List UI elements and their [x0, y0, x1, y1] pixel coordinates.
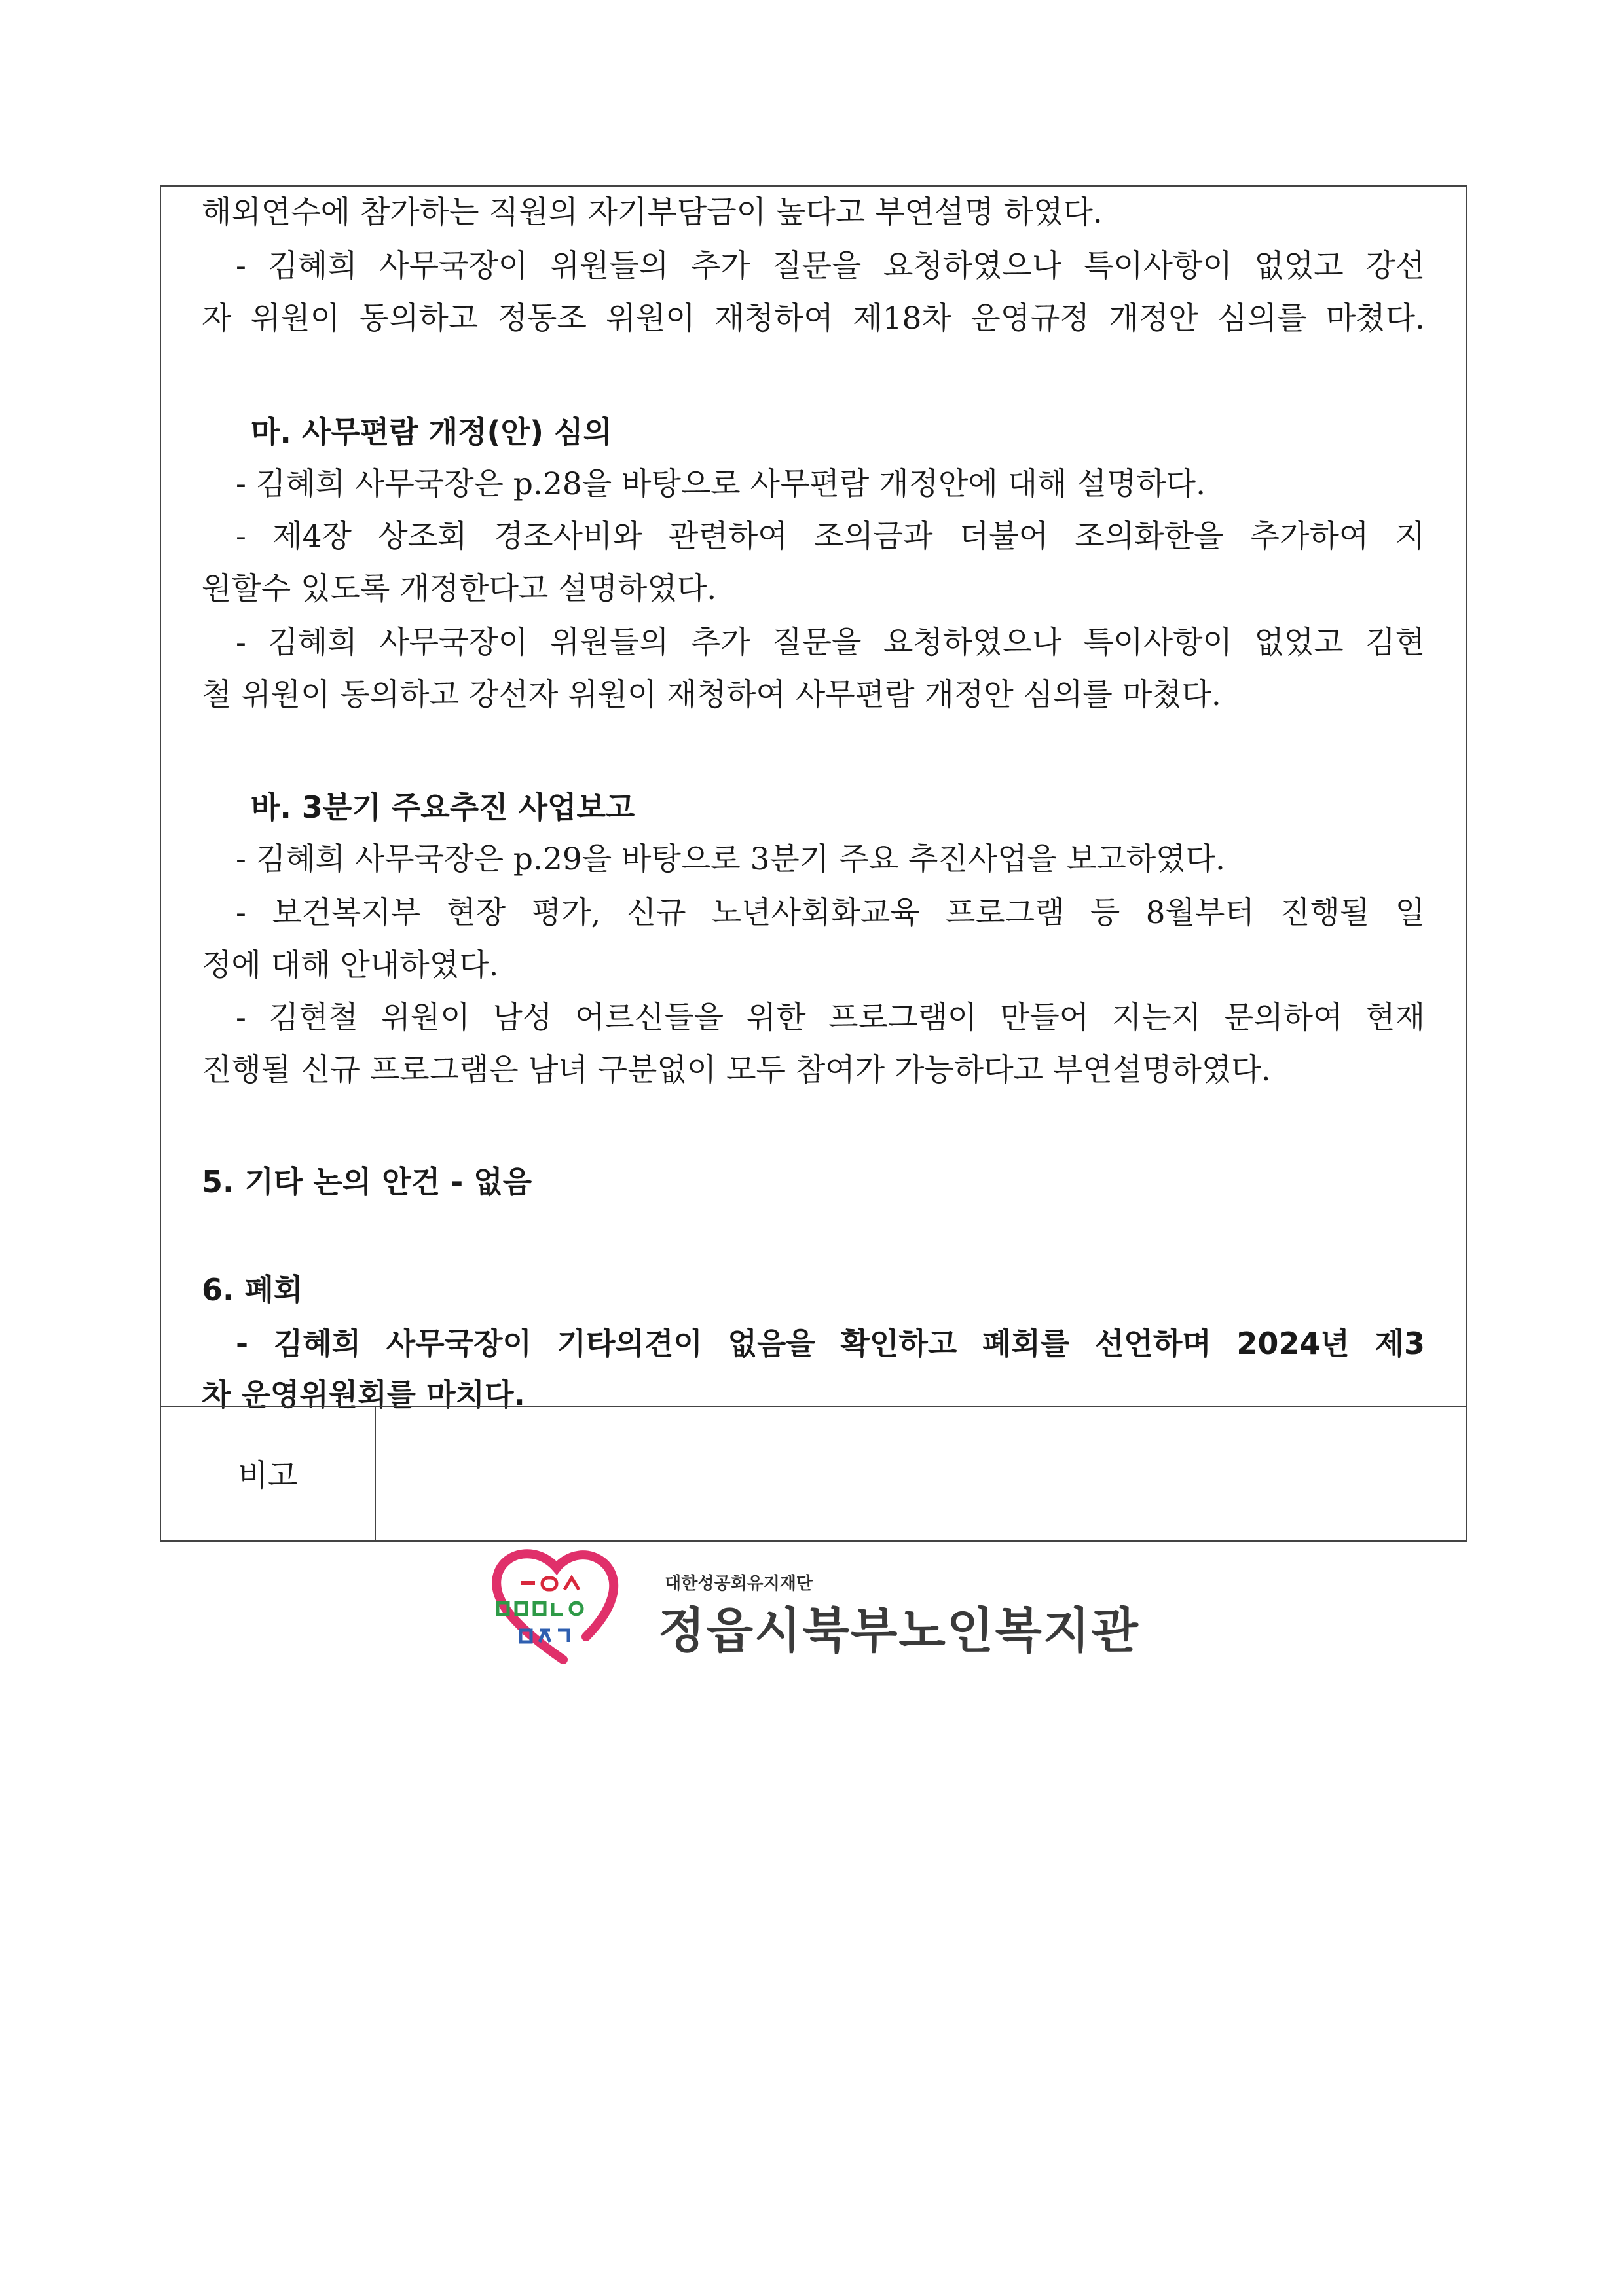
org-name: 정읍시북부노인복지관	[658, 1603, 1139, 1659]
content-line: - 김혜희 사무국장이 기타의견이 없음을 확인하고 폐회를 선언하며 2024년 제3	[236, 1326, 1425, 1361]
content-line: 5. 기타 논의 안건 - 없음	[202, 1164, 532, 1199]
content-line: - 김혜희 사무국장이 위원들의 추가 질문을 요청하였으나 특이사항이 없었고 강선	[236, 248, 1425, 284]
content-line: - 김혜희 사무국장이 위원들의 추가 질문을 요청하였으나 특이사항이 없었고 김현	[236, 625, 1425, 661]
heart-logo-icon	[485, 1545, 642, 1676]
content-line: 진행될 신규 프로그램은 남녀 구분없이 모두 참여가 가능하다고 부연설명하였다.	[202, 1052, 1271, 1088]
content-line: 정에 대해 안내하였다.	[202, 947, 499, 983]
content-line: 해외연수에 참가하는 직원의 자기부담금이 높다고 부연설명 하였다.	[202, 194, 1103, 230]
content-line: - 김혜희 사무국장은 p.28을 바탕으로 사무편람 개정안에 대해 설명하다.	[236, 466, 1206, 502]
minutes-table	[160, 185, 1467, 1542]
content-line: - 보건복지부 현장 평가, 신규 노년사회화교육 프로그램 등 8월부터 진행될 일	[236, 895, 1425, 931]
content-line: 6. 폐회	[202, 1272, 303, 1307]
content-line: - 제4장 상조회 경조사비와 관련하여 조의금과 더불어 조의화한을 추가하여 지	[236, 519, 1425, 555]
remarks-value	[376, 1407, 1466, 1540]
content-line: 원할수 있도록 개정한다고 설명하였다.	[202, 571, 717, 607]
remarks-label: 비고	[238, 1457, 298, 1494]
content-line: 마. 사무편람 개정(안) 심의	[251, 414, 612, 450]
content-line: 철 위원이 동의하고 강선자 위원이 재청하여 사무편람 개정안 심의를 마쳤다.	[202, 677, 1221, 713]
content-line: - 김현철 위원이 남성 어르신들을 위한 프로그램이 만들어 지는지 문의하여 현재	[236, 1000, 1425, 1036]
content-line: 자 위원이 동의하고 정동조 위원이 재청하여 제18차 운영규정 개정안 심의를 마쳤다.	[202, 301, 1425, 337]
minutes-content	[161, 187, 1466, 1412]
content-line: - 김혜희 사무국장은 p.29을 바탕으로 3분기 주요 추진사업을 보고하였다.	[236, 841, 1225, 877]
content-line: 바. 3분기 주요추진 사업보고	[251, 790, 635, 825]
content-line: 차 운영위원회를 마치다.	[202, 1377, 525, 1412]
org-subtitle: 대한성공회유지재단	[665, 1574, 813, 1594]
